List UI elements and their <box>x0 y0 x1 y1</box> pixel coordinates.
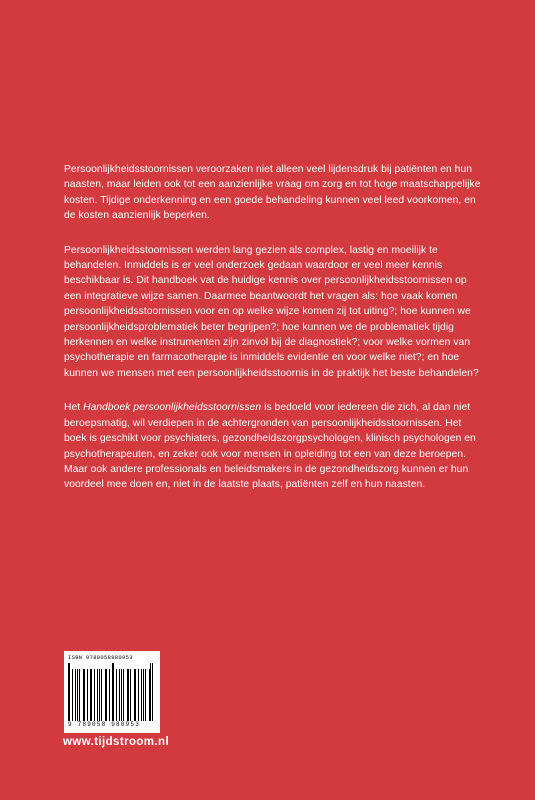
blurb-text <box>64 162 484 512</box>
barcode-bar <box>113 663 114 721</box>
barcode-bar <box>123 669 124 721</box>
blurb-paragraph-3-body: is bedoeld voor iedereen die zich, al dan niet beroepsmatig, wil verdiepen in de achtergronden van persoonlijkheidsstoornissen. Het boek is geschikt voor psychiaters, gezondheidszorgpsychologen, klinisch psychologen en psychotherapeuten, en zeker ook voor mensen in opleiding tot een van deze beroepen. Maar ook andere professionals en beleidsmakers in de gezondheidszorg kunnen er hun voordeel mee doen en, niet in de laatste plaats, patiënten zelf en hun naasten. <box>64 402 476 491</box>
isbn-label: ISBN 9789058980953 <box>68 654 133 661</box>
blurb-paragraph-1: Persoonlijkheidsstoornissen veroorzaken niet alleen veel lijdensdruk bij patiënten en hun naasten, maar leiden ook tot een aanzienlijke vraag om zorg en tot hoge maatschappelijke kosten. Tijdige onderkenning en een goede behandeling kunnen veel leed voorkomen, en de kosten aanzienlijk beperken. <box>64 164 481 222</box>
barcode-bar <box>72 669 73 721</box>
barcode-digits: 9 789058 980953 <box>68 721 141 728</box>
barcode-bar <box>116 669 117 721</box>
barcode-bar <box>138 669 139 721</box>
barcode-bar <box>152 663 153 721</box>
barcode-block <box>64 651 160 733</box>
publisher-website: www.tijdstroom.nl <box>63 736 170 748</box>
barcode-bar <box>130 669 131 721</box>
barcode-bar <box>79 669 80 721</box>
barcode-bar <box>97 669 98 721</box>
blurb-paragraph-3 <box>64 400 484 492</box>
blurb-paragraph-2: Persoonlijkheidsstoornissen werden lang gezien als complex, lastig en moeilijk te behandelen. Inmiddels is er veel onderzoek gedaan waardoor er veel meer kennis beschikbaar is. Dit handboek vat de huidige kennis over persoonlijkheidsstoornissen op een integratieve wijze samen. Daarmee beantwoordt het vragen als: hoe vaak komen persoonlijkheidsstoornissen voor en op welke wijze komen zij tot uiting?; hoe kunnen we persoonlijkheidsproblematiek beter begrijpen?; hoe kunnen we de problematiek tijdig herkennen en welke instrumenten zijn zinvol bij de diagnostiek?; voor welke vormen van psychotherapie en farmacotherapie is inmiddels evidentie en voor welke niet?; en hoe kunnen we mensen met een persoonlijkheidsstoornis in de praktijk het beste behandelen? <box>64 244 479 379</box>
barcode-bars <box>68 663 156 721</box>
barcode-bar <box>91 669 92 721</box>
barcode-bar <box>84 669 85 721</box>
barcode-bar <box>105 669 106 721</box>
blurb-paragraph-3-intro: Het <box>64 402 84 414</box>
barcode-bar <box>143 669 144 721</box>
book-title-italic: Handboek persoonlijkheidsstoornissen <box>83 402 262 414</box>
